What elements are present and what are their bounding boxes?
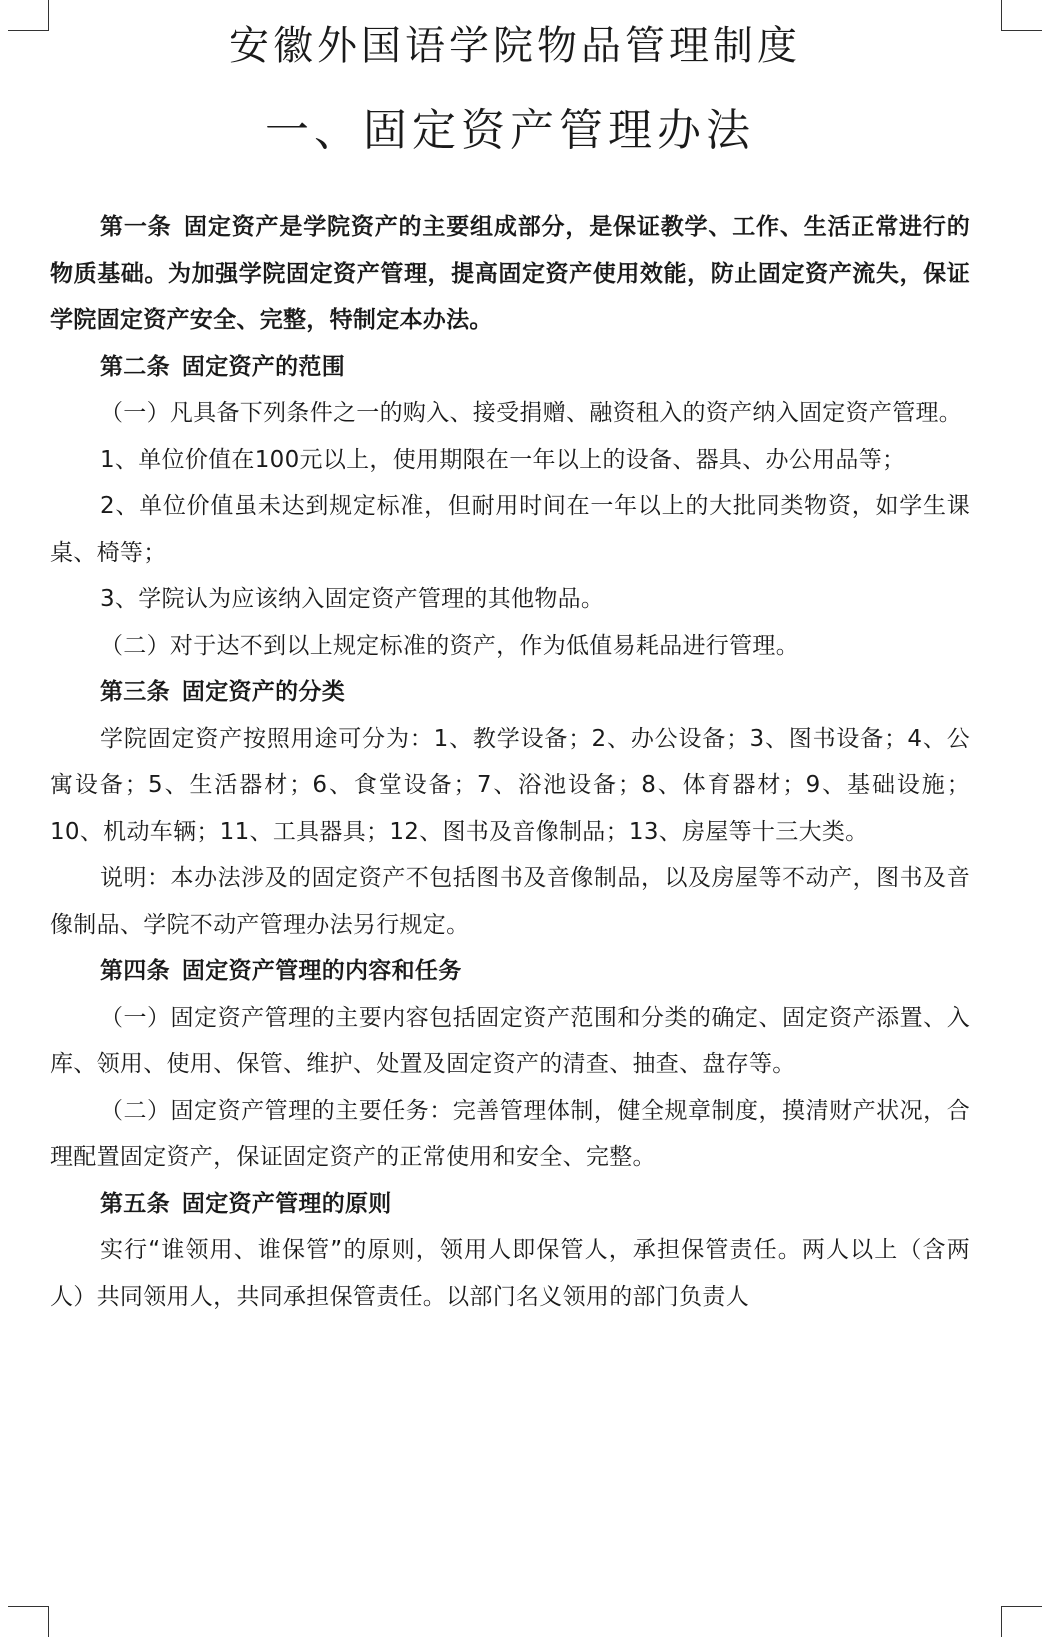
article-3-title: 固定资产的分类: [181, 679, 346, 705]
crop-mark-bottom-right: [1001, 1606, 1042, 1637]
article-2-title: 固定资产的范围: [181, 353, 346, 380]
document-title: 安徽外国语学院物品管理制度: [229, 23, 801, 69]
article-3-heading: 第三条 固定资产的分类: [100, 679, 346, 705]
article-2-paragraph: 3、学院认为应该纳入固定资产管理的其他物品。: [100, 586, 605, 612]
article-1: [50, 204, 970, 344]
article-2-paragraph: 1、单位价值在100元以上，使用期限在一年以上的设备、器具、办公用品等；: [100, 446, 906, 473]
article-4-paragraph: （一）固定资产管理的主要内容包括固定资产范围和分类的确定、固定资产添置、入库、领用、使用、保管、维护、处置及固定资产的清查、抽查、盘存等。: [50, 1004, 970, 1077]
article-2-paragraph: 2、单位价值虽未达到规定标准，但耐用时间在一年以上的大批同类物资，如学生课桌、椅等；: [50, 493, 970, 566]
document-body: [50, 204, 970, 1320]
article-5-paragraph: 实行“谁领用、谁保管”的原则，领用人即保管人，承担保管责任。两人以上（含两人）共同领用人，共同承担保管责任。以部门名义领用的部门负责人: [50, 1237, 970, 1310]
article-3-paragraph: 学院固定资产按照用途可分为：1、教学设备；2、办公设备；3、图书设备；4、公寓设备；5、生活器材；6、食堂设备；7、浴池设备；8、体育器材；9、基础设施；10、机动车辆；11、工具器具；12、图书及音像制品；13、房屋等十三大类。: [50, 725, 970, 845]
crop-mark-bottom-left: [8, 1606, 49, 1637]
article-2-paragraph: （一）凡具备下列条件之一的购入、接受捐赠、融资租入的资产纳入固定资产管理。: [100, 400, 963, 426]
article-1-text: 固定资产是学院资产的主要组成部分，是保证教学、工作、生活正常进行的物质基础。为加强学院固定资产管理，提高固定资产使用效能，防止固定资产流失，保证学院固定资产安全、完整，特制定本办法。: [50, 214, 970, 333]
article-2-paragraph: （二）对于达不到以上规定标准的资产，作为低值易耗品进行管理。: [100, 632, 799, 659]
article-5-heading: 第五条 固定资产管理的原则: [100, 1190, 392, 1217]
document-page: [50, 14, 970, 1320]
crop-mark-top-left: [8, 0, 49, 31]
article-1-heading: 第一条: [100, 214, 172, 240]
section-title: 一、固定资产管理办法: [265, 105, 755, 156]
article-4-paragraph: （二）固定资产管理的主要任务：完善管理体制，健全规章制度，摸清财产状况，合理配置固定资产，保证固定资产的正常使用和安全、完整。: [50, 1097, 970, 1170]
article-3-note: 说明：本办法涉及的固定资产不包括图书及音像制品，以及房屋等不动产，图书及音像制品、学院不动产管理办法另行规定。: [50, 865, 970, 938]
article-4-heading: 第四条 固定资产管理的内容和任务: [100, 958, 462, 984]
article-2-heading: 第二条 固定资产的范围: [100, 353, 346, 380]
crop-mark-top-right: [1001, 0, 1042, 31]
article-5-title: 固定资产管理的原则: [181, 1190, 392, 1217]
article-4-title: 固定资产管理的内容和任务: [181, 958, 462, 984]
